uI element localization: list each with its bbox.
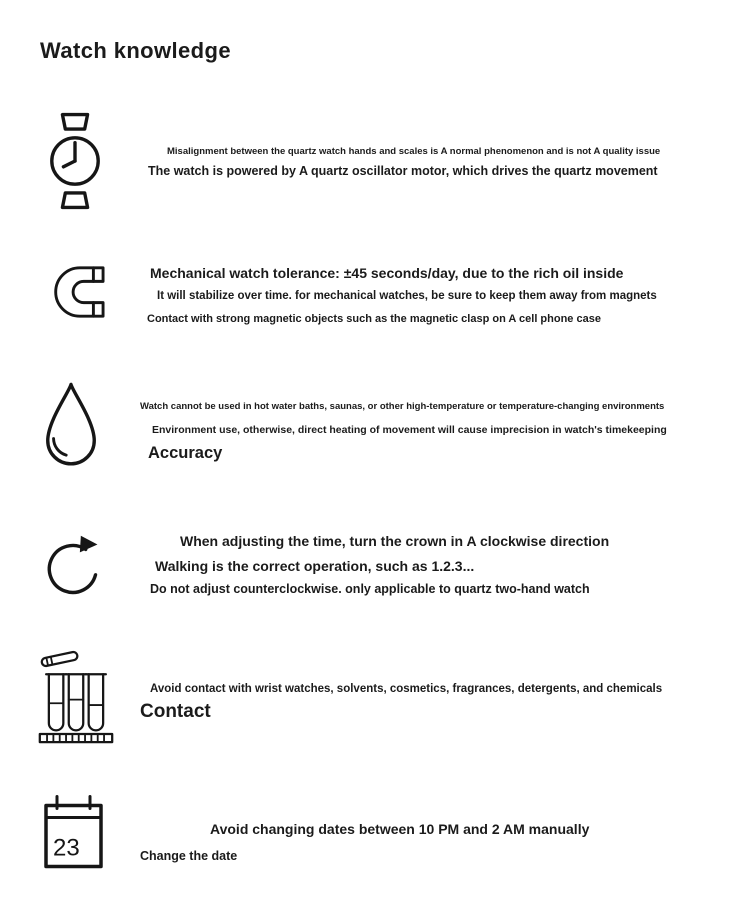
watch-icon bbox=[46, 111, 104, 211]
page-title: Watch knowledge bbox=[40, 38, 231, 63]
counterclockwise-warning: Do not adjust counterclockwise. only applicable to quartz two-hand watch bbox=[150, 582, 590, 596]
rotate-clockwise-icon bbox=[42, 524, 106, 610]
crown-clockwise-note: When adjusting the time, turn the crown in A clockwise direction bbox=[180, 533, 610, 549]
calendar-day-number: 23 bbox=[53, 834, 80, 862]
quartz-motor-note: The watch is powered by A quartz oscillator motor, which drives the quartz movement bbox=[148, 164, 658, 178]
chemicals-warning: Avoid contact with wrist watches, solvents, cosmetics, fragrances, detergents, and chemicals bbox=[150, 683, 663, 695]
calendar-icon bbox=[40, 792, 106, 875]
magnet-stabilize-note: It will stabilize over time. for mechanical watches, be sure to keep them away from magnets bbox=[157, 290, 657, 302]
quartz-misalignment-note: Misalignment between the quartz watch hands and scales is A normal phenomenon and is not A quality issue bbox=[167, 146, 661, 157]
magnet-contact-note: Contact with strong magnetic objects such as the magnetic clasp on A cell phone case bbox=[147, 313, 601, 325]
magnet-icon bbox=[45, 263, 107, 321]
date-change-warning: Avoid changing dates between 10 PM and 2 AM manually bbox=[210, 821, 590, 837]
test-tubes-icon bbox=[38, 646, 114, 746]
walking-operation-note: Walking is the correct operation, such as 1.2.3... bbox=[155, 558, 475, 574]
contact-heading: Contact bbox=[140, 701, 211, 722]
change-date-heading: Change the date bbox=[140, 849, 238, 863]
hot-water-warning: Watch cannot be used in hot water baths, saunas, or other high-temperature or temperature-changing environments bbox=[140, 401, 665, 412]
magnet-tolerance-heading: Mechanical watch tolerance: ±45 seconds/day, due to the rich oil inside bbox=[150, 265, 624, 281]
environment-warning: Environment use, otherwise, direct heating of movement will cause imprecision in watch's timekeeping bbox=[152, 424, 667, 436]
accuracy-heading: Accuracy bbox=[148, 444, 223, 462]
water-drop-icon bbox=[40, 378, 102, 476]
